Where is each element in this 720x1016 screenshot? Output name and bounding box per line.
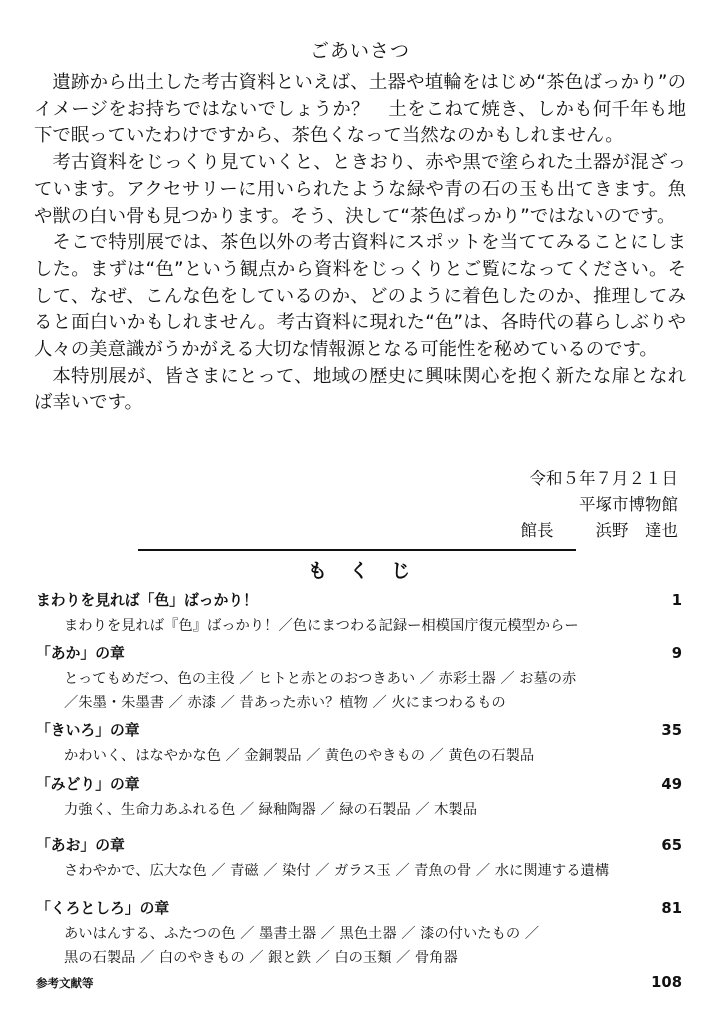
greeting-paragraph: そこで特別展では、茶色以外の考古資料にスポットを当ててみることにしました。まずは“色”という観点から資料をじっくりとご覧になってください。そして、なぜ、こんな色をしているのか、どのように着色したのか、推理してみると面白いかもしれません。考古資料に現れた“色”は、各時代の暮らしぶりや人々の美意識がうかがえる大切な情報源となる可能性を秘めているのです。 — [34, 232, 686, 361]
chapter-title[interactable]: 「きいろ」の章 — [36, 722, 140, 739]
chapter-title[interactable]: 「あお」の章 — [36, 837, 125, 854]
chapter-item-line: 黒の石製品 ／ 白のやきもの ／ 銀と鉄 ／ 白の玉類 ／ 骨角器 — [64, 950, 458, 966]
chapter-item-line: かわいく、はなやかな色 ／ 金銅製品 ／ 黄色のやきもの ／ 黄色の石製品 — [64, 748, 535, 764]
chapter-title[interactable]: 「みどり」の章 — [36, 776, 140, 793]
references-page: 108 — [651, 974, 682, 991]
position: 館長 — [520, 521, 554, 540]
table-of-contents — [36, 588, 682, 994]
chapter-items — [36, 744, 682, 768]
toc-title-char: く — [349, 560, 371, 582]
toc-chapter[interactable] — [36, 641, 682, 715]
chapter-items — [36, 798, 682, 822]
chapter-item-line: さわやかで、広大な色 ／ 青磁 ／ 染付 ／ ガラス玉 ／ 青魚の骨 ／ 水に関連する遺構 — [64, 863, 610, 879]
organization: 平塚市博物館 — [579, 495, 678, 514]
toc-title-char: じ — [391, 560, 413, 582]
signature-block — [521, 466, 679, 544]
greeting-paragraph: 本特別展が、皆さまにとって、地域の歴史に興味関心を抱く新たな扉となれば幸いです。 — [34, 365, 686, 414]
chapter-page: 49 — [661, 776, 682, 793]
date: 令和５年７月２１日 — [529, 469, 678, 488]
toc-title — [0, 556, 720, 583]
author-name: 浜野 達也 — [595, 521, 678, 540]
toc-chapter[interactable] — [36, 833, 682, 883]
chapter-items — [36, 922, 682, 970]
chapter-item-line: 力強く、生命力あふれる色 ／ 緑釉陶器 ／ 緑の石製品 ／ 木製品 — [64, 802, 477, 818]
greeting-paragraph: 遺跡から出土した考古資料といえば、土器や埴輪をはじめ“茶色ばっかり”のイメージをお持ちではないでしょうか？ 土をこねて焼き、しかも何千年も地下で眠っていたわけですから、茶色くなって当然なのかもしれません。 — [34, 72, 686, 147]
toc-chapter[interactable] — [36, 896, 682, 970]
toc-chapter[interactable] — [36, 718, 682, 768]
chapter-page: 81 — [661, 900, 682, 917]
chapter-items — [36, 614, 682, 638]
toc-references[interactable] — [36, 972, 682, 994]
chapter-item-line: あいはんする、ふたつの色 ／ 墨書土器 ／ 黒色土器 ／ 漆の付いたもの ／ — [64, 926, 540, 942]
greeting-title: ごあいさつ — [309, 40, 410, 62]
chapter-items — [36, 859, 682, 883]
chapter-page: 9 — [671, 645, 682, 662]
chapter-title[interactable]: 「くろとしろ」の章 — [36, 900, 170, 917]
chapter-items — [36, 667, 682, 715]
chapter-item-line: とってもめだつ、色の主役 ／ ヒトと赤とのおつきあい ／ 赤彩土器 ／ お墓の赤 — [64, 671, 577, 687]
chapter-page: 35 — [661, 722, 682, 739]
greeting-paragraph: 考古資料をじっくり見ていくと、ときおり、赤や黒で塗られた土器が混ざっています。アクセサリーに用いられたような緑や青の石の玉も出てきます。魚や獣の白い骨も見つかります。そう、決して“茶色ばっかり”ではないのです。 — [34, 152, 686, 227]
chapter-item-line: まわりを見れば『色』ばっかり！／色にまつわる記録ー相模国庁復元模型からー — [64, 618, 579, 634]
chapter-item-line: ／朱墨・朱墨書 ／ 赤漆 ／ 昔あった赤い？植物 ／ 火にまつわるもの — [64, 695, 506, 711]
toc-chapter[interactable] — [36, 772, 682, 822]
chapter-title[interactable]: まわりを見れば「色」ばっかり！ — [36, 592, 258, 609]
references-label[interactable]: 参考文献等 — [36, 976, 94, 990]
signature — [521, 518, 679, 544]
toc-chapter[interactable] — [36, 588, 682, 638]
chapter-page: 65 — [661, 837, 682, 854]
toc-title-char: も — [307, 560, 329, 582]
divider — [138, 549, 576, 551]
chapter-title[interactable]: 「あか」の章 — [36, 645, 125, 662]
chapter-page: 1 — [671, 592, 682, 609]
greeting-body — [34, 70, 686, 417]
